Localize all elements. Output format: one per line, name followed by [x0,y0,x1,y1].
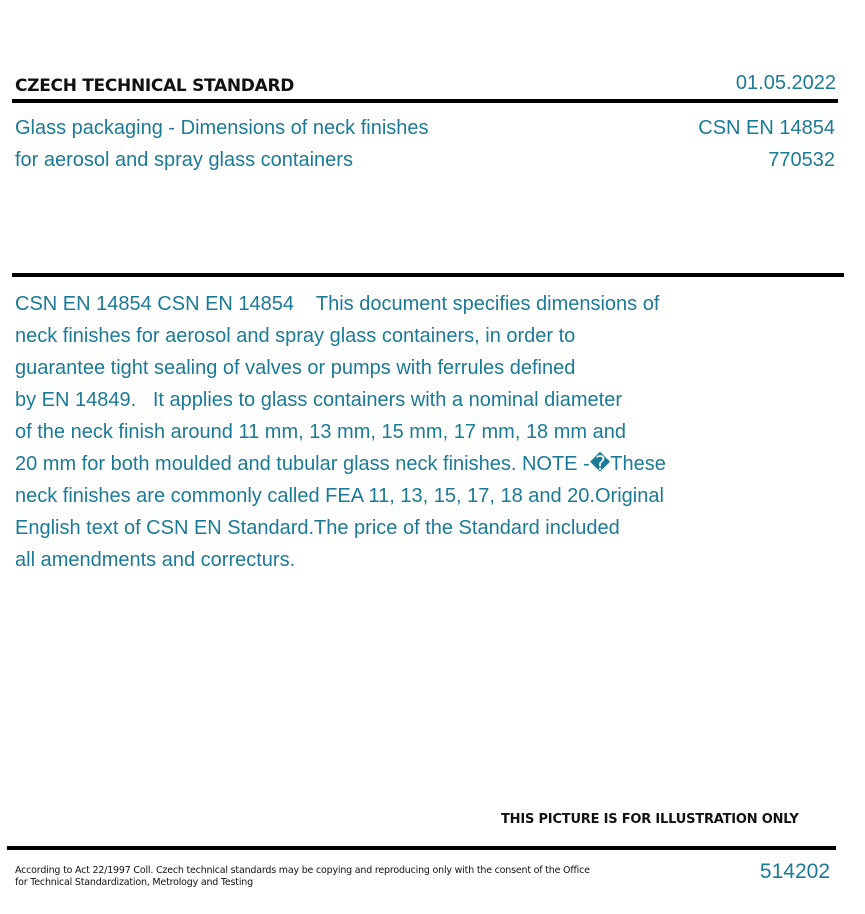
standard-code: CSN EN 14854 [698,117,835,139]
document-type-label: CZECH TECHNICAL STANDARD [15,76,295,96]
copyright-note [15,865,590,889]
product-code: 514202 [759,860,830,883]
standard-title-line-1: Glass packaging - Dimensions of neck finishes [15,117,429,139]
illustration-disclaimer: THIS PICTURE IS FOR ILLUSTRATION ONLY [501,812,799,827]
title-divider [12,273,844,277]
copyright-note-line-1: According to Act 22/1997 Coll. Czech technical standards may be copying and reproducing only with the consent of the Office [15,865,590,876]
header-divider [12,99,838,103]
abstract-text: CSN EN 14854 CSN EN 14854 This document specifies dimensions of neck finishes for aerosol and spray glass containers, in order to guarantee tight sealing of valves or pumps with ferrules defined by EN 14849. It applies to glass containers with a nominal diameter of the neck finish around 11 mm, 13 mm, 15 mm, 17 mm, 18 mm and 20 mm for both moulded and tubular glass neck finishes. NOTE -�These neck finishes are commonly called FEA 11, 13, 15, 17, 18 and 20.Original English text of CSN EN Standard.The price of the Standard included all amendments and correcturs. [15,293,666,571]
footer-divider [7,846,836,850]
copyright-note-line-2: for Technical Standardization, Metrology and Testing [15,877,253,888]
publication-date: 01.05.2022 [735,72,836,94]
classification-number: 770532 [768,149,835,171]
standard-title-line-2: for aerosol and spray glass containers [15,149,353,171]
